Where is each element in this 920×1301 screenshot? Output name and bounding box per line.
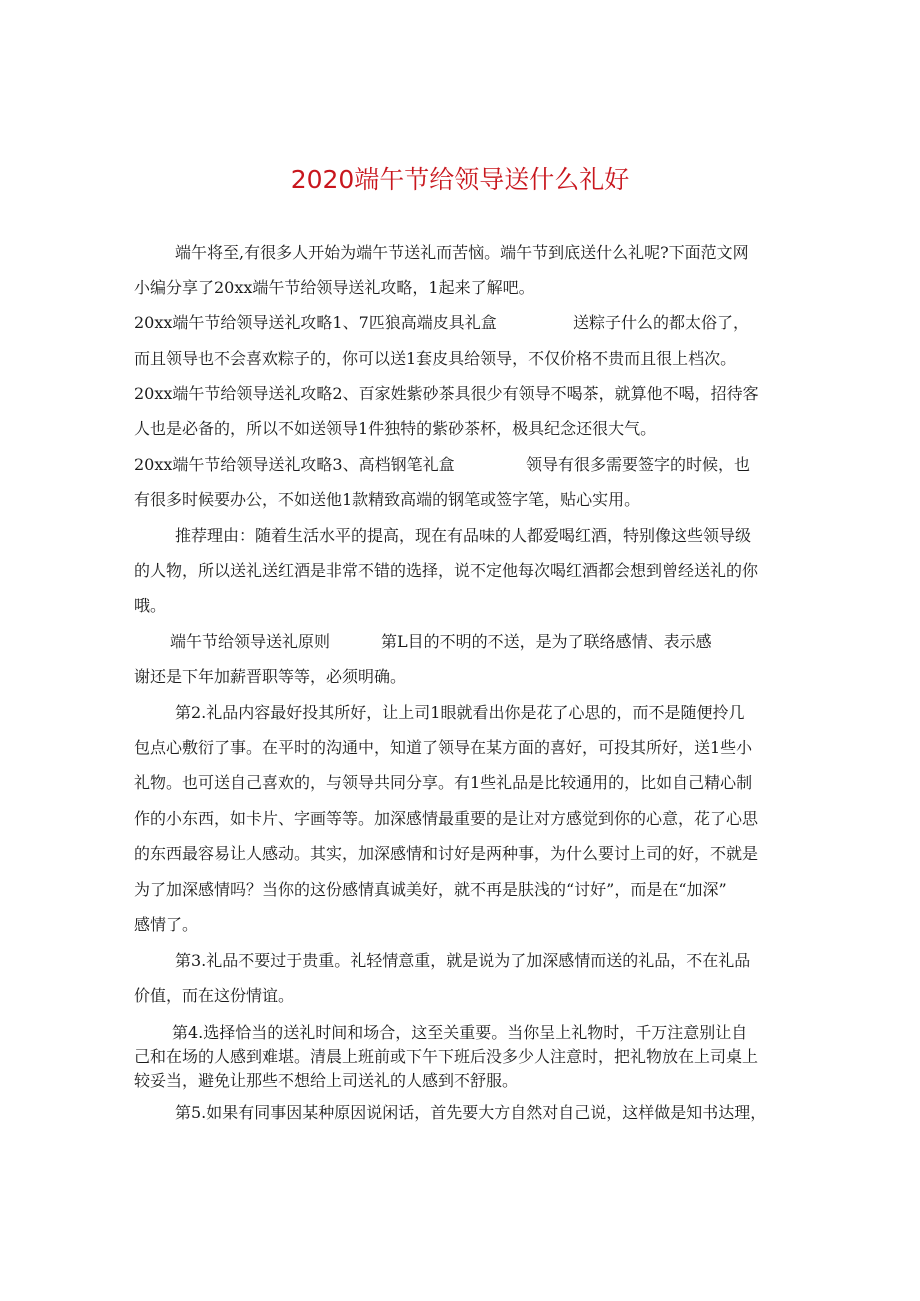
- paragraph-line: 送粽子什么的都太俗了，: [573, 313, 750, 332]
- paragraph-line: 第3.礼品不要过于贵重。礼轻情意重，就是说为了加深感情而送的礼品，不在礼品: [175, 951, 751, 970]
- paragraph-line: 20xx端午节给领导送礼攻略3、高档钢笔礼盒: [134, 455, 455, 474]
- paragraph-line: 礼物。也可送自己喜欢的，与领导共同分享。有1些礼品是比较通用的，比如自己精心制: [134, 773, 753, 792]
- paragraph-line: 的东西最容易让人感动。其实，加深感情和讨好是两种事，为什么要讨上司的好，不就是: [134, 844, 759, 863]
- paragraph-line: 领导有很多需要签字的时候，也: [526, 455, 751, 474]
- paragraph-line: 第L目的不明的不送，是为了联络感情、表示感: [381, 632, 712, 651]
- paragraph-line: 作的小东西，如卡片、字画等等。加深感情最重要的是让对方感觉到你的心意，花了心思: [134, 809, 759, 828]
- paragraph-line: 己和在场的人感到难堪。清晨上班前或下午下班后没多少人注意时，把礼物放在上司桌上: [134, 1047, 759, 1066]
- paragraph-line: 为了加深感情吗？当你的这份感情真诚美好，就不再是肤浅的“讨好”，而是在“加深”: [134, 880, 727, 899]
- paragraph-line: 第4.选择恰当的送礼时间和场合，这至关重要。当你呈上礼物时，千万注意别让自: [172, 1023, 748, 1042]
- paragraph-line: 包点心敷衍了事。在平时的沟通中，知道了领导在某方面的喜好，可投其所好，送1些小: [134, 738, 753, 757]
- paragraph-line: 而且领导也不会喜欢粽子的，你可以送1套皮具给领导，不仅价格不贵而且很上档次。: [134, 349, 737, 368]
- paragraph-line: 第2.礼品内容最好投其所好，让上司1眼就看出你是花了心思的，而不是随便拎几: [175, 703, 745, 722]
- paragraph-line: 20xx端午节给领导送礼攻略1、7匹狼高端皮具礼盒: [134, 313, 497, 332]
- paragraph-line: 感情了。: [134, 915, 199, 934]
- paragraph-line: 哦。: [134, 596, 167, 615]
- paragraph-line: 较妥当，避免让那些不想给上司送礼的人感到不舒服。: [134, 1071, 519, 1090]
- paragraph-line: 端午节给领导送礼原则: [170, 632, 331, 651]
- paragraph-line: 价值，而在这份情谊。: [134, 986, 295, 1005]
- paragraph-line: 第5.如果有同事因某种原因说闲话，首先要大方自然对自己说，这样做是知书达理，: [175, 1103, 767, 1122]
- page-title: 2020端午节给领导送什么礼好: [290, 165, 630, 194]
- paragraph-line: 有很多时候要办公，不如送他1款精致高端的钢笔或签字笔，贴心实用。: [134, 490, 641, 509]
- paragraph-line: 小编分享了20xx端午节给领导送礼攻略，1起来了解吧。: [134, 278, 535, 297]
- paragraph-line: 的人物，所以送礼送红酒是非常不错的选择，说不定他每次喝红酒都会想到曾经送礼的你: [134, 561, 759, 580]
- paragraph-line: 20xx端午节给领导送礼攻略2、百家姓紫砂茶具很少有领导不喝茶，就算他不喝，招待客: [134, 384, 759, 403]
- paragraph-line: 人也是必备的，所以不如送领导1件独特的紫砂茶杯，极具纪念还很大气。: [134, 419, 657, 438]
- paragraph-line: 谢还是下年加薪晋职等等，必须明确。: [134, 667, 407, 686]
- paragraph-line: 推荐理由：随着生活水平的提高，现在有品味的人都爱喝红酒，特别像这些领导级: [175, 526, 752, 545]
- paragraph-line: 端午将至,有很多人开始为端午节送礼而苦恼。端午节到底送什么礼呢?下面范文网: [175, 243, 749, 262]
